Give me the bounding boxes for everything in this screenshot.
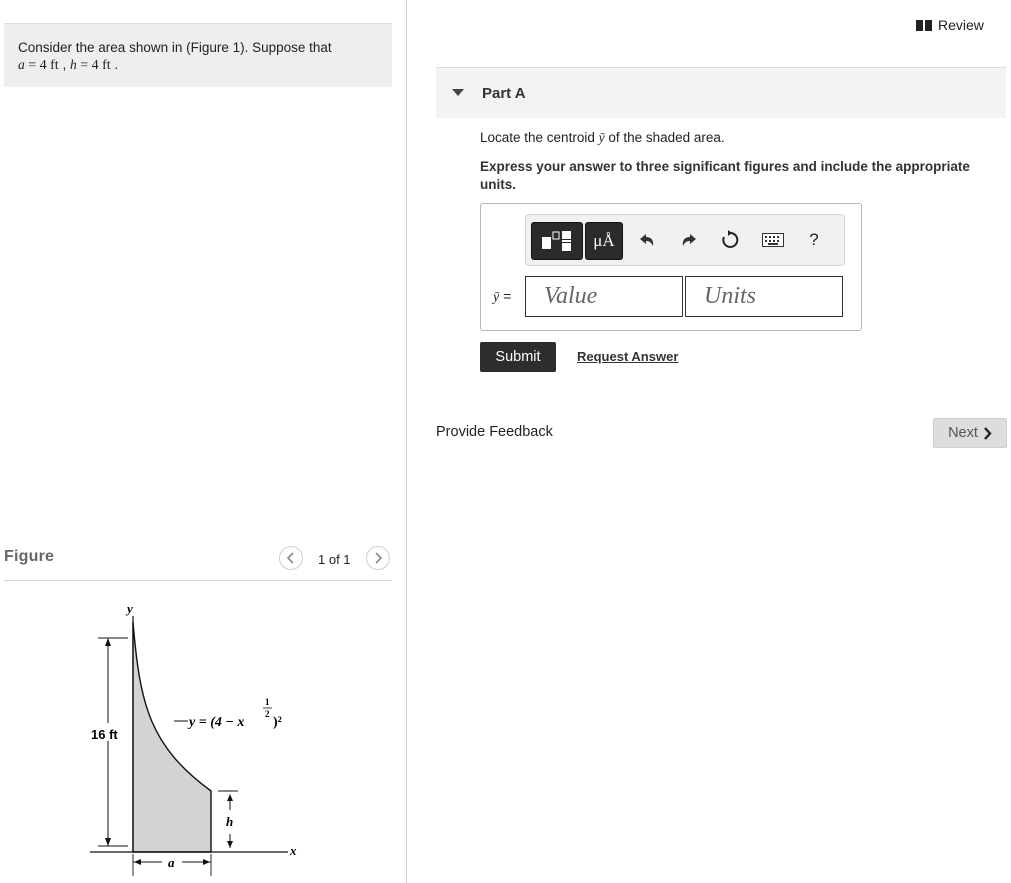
provide-feedback-link[interactable]: Provide Feedback [436, 424, 553, 440]
separator: , [58, 57, 70, 72]
equation-exponent-den: 2 [265, 709, 270, 719]
figure-next-button[interactable] [366, 546, 390, 570]
problem-statement [4, 23, 392, 87]
help-label: ? [809, 230, 819, 249]
panel-divider [406, 0, 407, 883]
units-input[interactable] [685, 276, 843, 317]
value-input[interactable] [525, 276, 683, 317]
chevron-left-icon [286, 552, 296, 564]
figure-header [4, 544, 392, 581]
shaded-area [133, 622, 211, 852]
value-a: = 4 ft [24, 58, 59, 73]
height-dimension-label: 16 ft [91, 727, 118, 742]
answer-label [493, 288, 511, 306]
equation-exponent-num: 1 [265, 697, 270, 707]
answer-label-eq: = [499, 288, 512, 304]
request-answer-link[interactable]: Request Answer [577, 349, 679, 364]
figure-diagram [70, 596, 310, 881]
undo-button[interactable] [634, 222, 660, 258]
part-a-header[interactable] [436, 67, 1006, 118]
caret-down-icon [452, 89, 464, 96]
next-button[interactable] [933, 418, 1007, 448]
equation-close: )² [273, 715, 282, 730]
figure-prev-button[interactable] [279, 546, 303, 570]
h-dimension-label: h [226, 814, 234, 829]
left-panel [0, 0, 406, 883]
redo-button[interactable] [676, 222, 702, 258]
answer-box [480, 203, 862, 331]
keyboard-button[interactable] [758, 222, 788, 258]
question-prefix: Locate the centroid [480, 130, 599, 145]
math-toolbar [525, 214, 845, 266]
var-h: h [69, 57, 77, 72]
template-button[interactable] [531, 222, 583, 260]
redo-icon [680, 232, 698, 248]
reset-icon [720, 230, 740, 250]
curve-equation: y = (4 − x [189, 715, 245, 730]
figure-count: 1 of 1 [318, 552, 351, 567]
chevron-right-icon [983, 427, 992, 440]
question-suffix: of the shaded area. [604, 130, 725, 145]
question-text [480, 130, 725, 146]
instruction-text: Express your answer to three significant figures and include the appropriate units. [480, 159, 970, 192]
help-button[interactable] [802, 222, 826, 258]
chevron-right-icon [373, 552, 383, 564]
y-axis-label: y [127, 601, 133, 616]
a-dimension-label: a [168, 855, 175, 870]
var-a: a [18, 57, 25, 72]
units-button-label: μÅ [593, 231, 615, 250]
x-axis-label: x [290, 843, 297, 858]
template-icon [540, 229, 574, 253]
answer-label-var: ȳ [493, 290, 500, 305]
review-label: Review [938, 17, 984, 33]
part-title: Part A [482, 85, 526, 102]
value-h: = 4 ft [76, 58, 111, 73]
submit-button[interactable]: Submit [480, 342, 556, 372]
units-button[interactable] [585, 222, 623, 260]
problem-text: Consider the area shown in (Figure 1). Suppose that [18, 40, 332, 55]
next-label: Next [948, 425, 978, 441]
book-icon [916, 20, 932, 31]
reset-button[interactable] [716, 222, 744, 258]
undo-icon [638, 232, 656, 248]
end-punct: . [110, 57, 119, 72]
keyboard-icon [762, 233, 784, 247]
figure-title: Figure [4, 548, 55, 565]
review-link[interactable] [916, 17, 984, 33]
question-var: ȳ [598, 130, 605, 145]
